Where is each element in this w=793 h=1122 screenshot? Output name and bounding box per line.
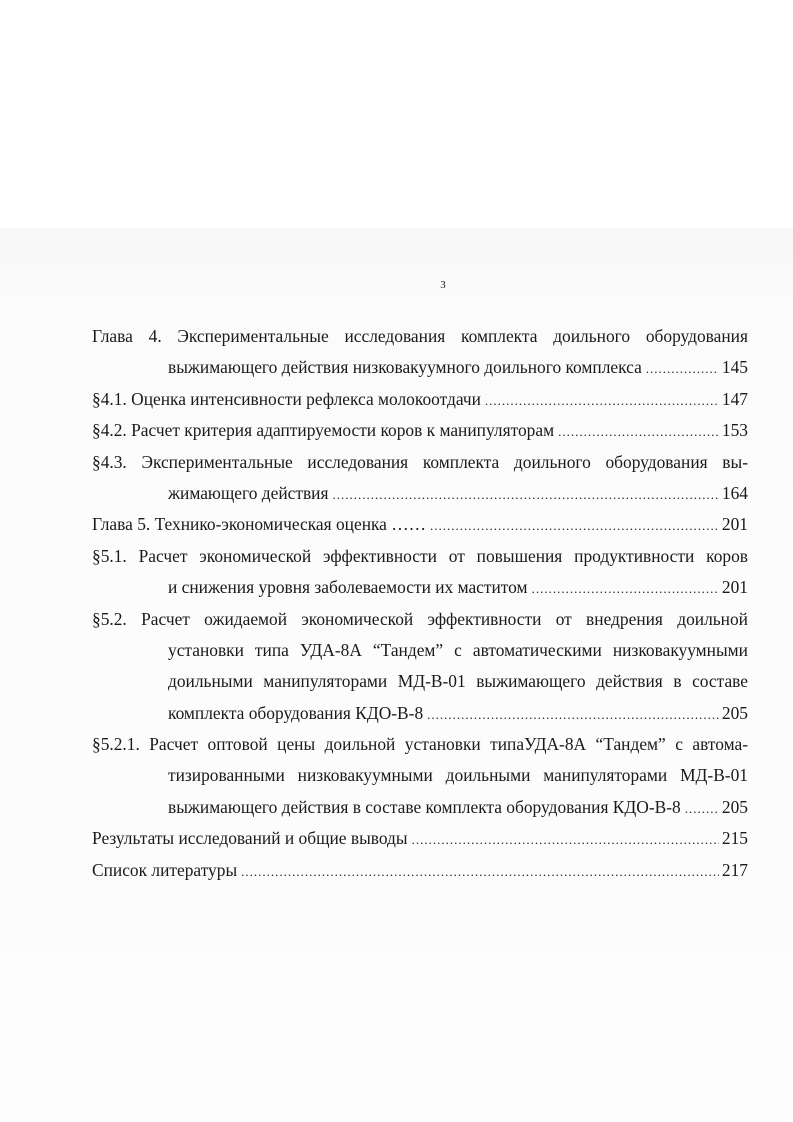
toc-entry-last-line: [168, 352, 748, 383]
toc-entry-text: установки типа УДА-8А “Тандем” с автоматическими низковакуумными: [168, 639, 748, 660]
toc-entry: [92, 604, 748, 730]
toc-entry-text: доильными манипуляторами МД-В-01 выжимающего действия в составе: [168, 671, 748, 692]
toc-entry-text: Список литературы: [92, 859, 238, 880]
toc-entry-last-line: [168, 698, 748, 729]
dot-leader: [485, 385, 719, 415]
toc-entry-last-line: [92, 509, 748, 540]
toc-entry-last-line: [92, 823, 748, 854]
dot-leader: [685, 793, 719, 823]
toc-entry: [92, 321, 748, 384]
toc-entry-page-number: 205: [721, 702, 748, 723]
toc-entry: [92, 541, 748, 604]
toc-entry: [92, 384, 748, 415]
toc-entry-last-line: [168, 792, 748, 823]
toc-entry-page-number: 201: [721, 514, 748, 535]
toc-entry: [92, 509, 748, 540]
toc-entry-page-number: 164: [721, 482, 748, 503]
toc-entry-last-line: [168, 478, 748, 509]
page-number: 3: [440, 279, 446, 291]
toc-entry-text: §5.2. Расчет ожидаемой экономической эффективности от внедрения доильной: [92, 608, 748, 629]
toc-entry-last-line: [92, 384, 748, 415]
toc-entry: [92, 823, 748, 854]
toc-entry-text: §5.2.1. Расчет оптовой цены доильной установки типаУДА-8А “Тандем” с автома-: [92, 734, 748, 755]
dot-leader: [646, 353, 719, 383]
toc-entry-text: §4.3. Экспериментальные исследования комплекта доильного оборудования вы-: [92, 451, 748, 472]
toc-entry: [92, 447, 748, 510]
toc-entry-text: Глава 4. Экспериментальные исследования комплекта доильного оборудования: [92, 326, 748, 346]
dot-leader: [558, 416, 719, 446]
toc-entry-text: §4.2. Расчет критерия адаптируемости коров к манипуляторам: [92, 420, 555, 441]
toc-entry-page-number: 215: [721, 828, 748, 849]
toc-entry-last-line: [92, 415, 748, 446]
toc-entry-page-number: 153: [721, 420, 748, 441]
toc-entry: [92, 855, 748, 886]
toc-entry-text: выжимающего действия в составе комплекта оборудования КДО-В-8: [168, 796, 681, 817]
toc-entry-text: Результаты исследований и общие выводы: [92, 828, 408, 849]
toc-entry-page-number: 205: [721, 796, 748, 817]
toc-entry-text: комплекта оборудования КДО-В-8: [168, 702, 424, 723]
toc-entry-text: тизированными низковакуумными доильными манипуляторами МД-В-01: [168, 765, 748, 786]
toc-entry-text: жимающего действия: [168, 482, 329, 503]
toc-entry-text: выжимающего действия низковакуумного доильного комплекса: [168, 357, 642, 378]
toc-entry-last-line: [168, 572, 748, 603]
dot-leader: [241, 856, 719, 886]
toc-entry-last-line: [92, 855, 748, 886]
toc-entry-text: §4.1. Оценка интенсивности рефлекса молокоотдачи: [92, 388, 481, 409]
toc-entry-page-number: 201: [721, 577, 748, 598]
toc-entry-page-number: 145: [721, 357, 748, 378]
toc-entry: [92, 729, 748, 823]
toc-entry-text: Глава 5. Технико-экономическая оценка ……: [92, 514, 427, 535]
toc-entry-page-number: 147: [721, 388, 748, 409]
dot-leader: [412, 824, 719, 854]
dot-leader: [532, 573, 719, 603]
table-of-contents: [92, 321, 748, 886]
dot-leader: [430, 510, 719, 540]
dot-leader: [427, 699, 719, 729]
toc-entry-page-number: 217: [721, 859, 748, 880]
toc-entry: [92, 415, 748, 446]
toc-entry-text: §5.1. Расчет экономической эффективности от повышения продуктивности коров: [92, 545, 748, 566]
dot-leader: [332, 479, 718, 509]
toc-entry-text: и снижения уровня заболеваемости их маститом: [168, 577, 528, 598]
